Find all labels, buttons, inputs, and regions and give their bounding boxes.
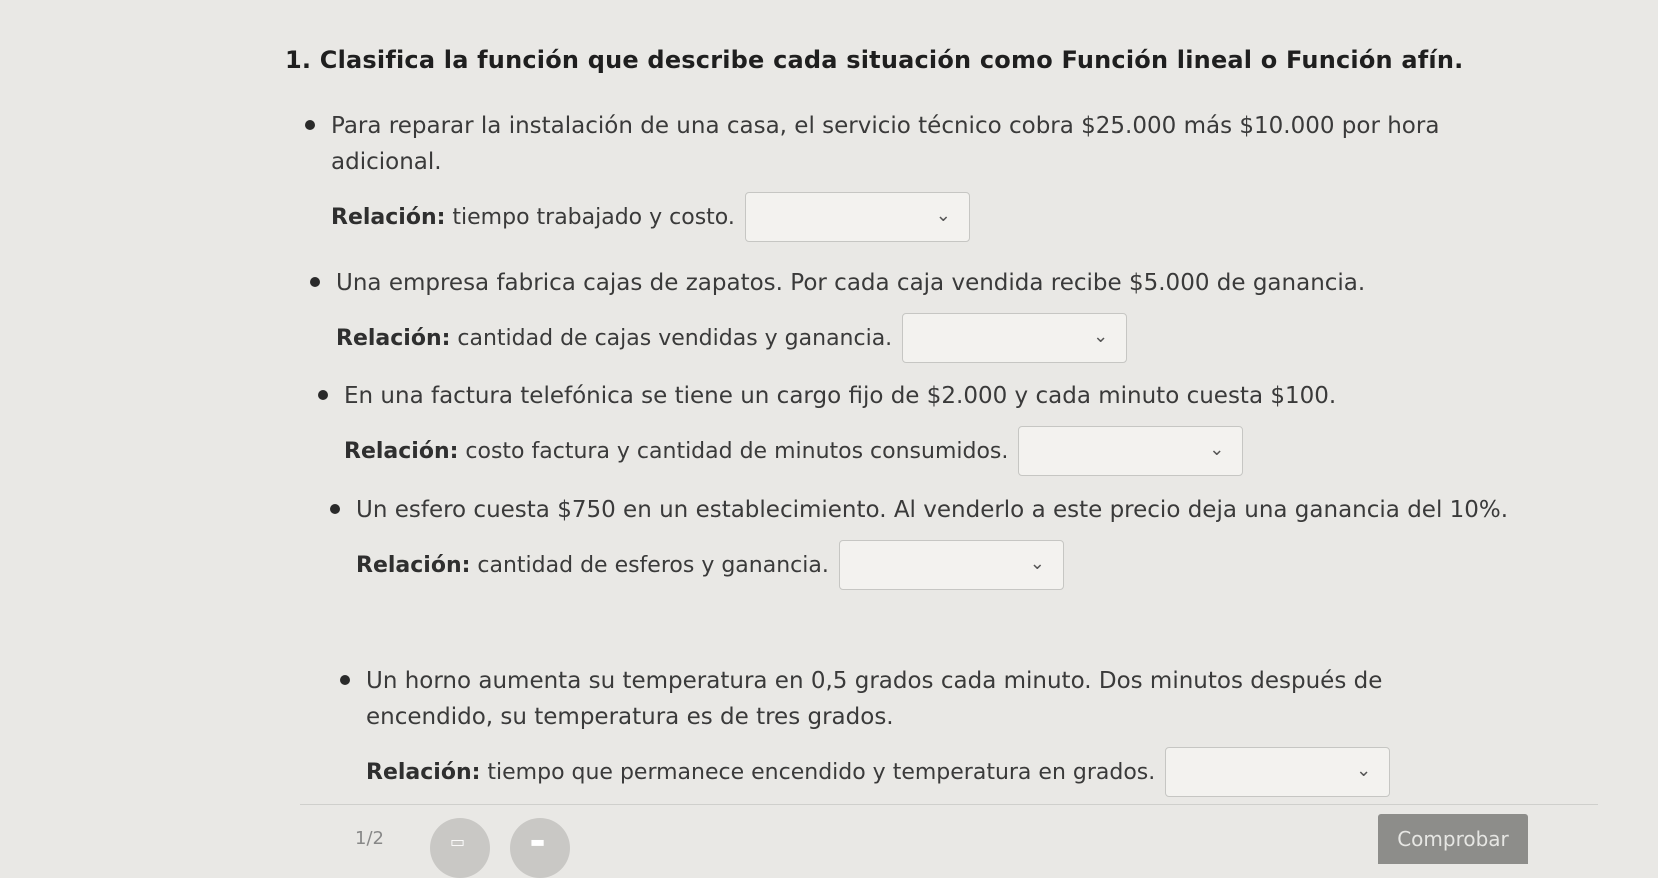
chevron-down-icon: ⌄ [935, 205, 951, 226]
question-item-2 [310, 265, 1560, 363]
bullet-icon [318, 390, 328, 400]
relation-text: cantidad de esferos y ganancia. [477, 552, 829, 578]
situation-text: En una factura telefónica se tiene un cargo fijo de $2.000 y cada minuto cuesta $100. [318, 378, 1568, 414]
keyboard-icon: ▬ [530, 832, 546, 851]
classification-dropdown-4[interactable] [839, 540, 1064, 590]
question-item-3 [318, 378, 1568, 476]
question-title: 1. Clasifica la función que describe cada situación como Función lineal o Función afín. [285, 46, 1464, 74]
relation-text: tiempo que permanece encendido y temperatura en grados. [487, 759, 1156, 785]
classification-dropdown-5[interactable] [1165, 747, 1390, 797]
bullet-icon [310, 277, 320, 287]
classification-dropdown-1[interactable] [745, 192, 970, 242]
classification-dropdown-2[interactable] [902, 313, 1127, 363]
relation-label: Relación: [366, 759, 481, 785]
relation-row [305, 192, 1555, 242]
situation-text: Un esfero cuesta $750 en un establecimiento. Al venderlo a este precio deja una ganancia del 10%. [330, 492, 1560, 528]
relation-row [310, 313, 1560, 363]
chevron-down-icon: ⌄ [1356, 760, 1372, 781]
page-indicator: 1/2 [355, 828, 384, 849]
relation-label: Relación: [331, 204, 446, 230]
calculator-button[interactable] [430, 818, 490, 878]
bullet-icon [330, 504, 340, 514]
relation-row [318, 426, 1568, 476]
question-item-1 [305, 108, 1555, 242]
relation-label: Relación: [356, 552, 471, 578]
classification-dropdown-3[interactable] [1018, 426, 1243, 476]
keyboard-button[interactable] [510, 818, 570, 878]
situation-text: Una empresa fabrica cajas de zapatos. Por cada caja vendida recibe $5.000 de ganancia. [310, 265, 1560, 301]
relation-row [330, 540, 1560, 590]
chevron-down-icon: ⌄ [1209, 439, 1225, 460]
situation-text: Para reparar la instalación de una casa, el servicio técnico cobra $25.000 más $10.000 por hora adicional. [305, 108, 1555, 180]
relation-text: costo factura y cantidad de minutos consumidos. [465, 438, 1009, 464]
chevron-down-icon: ⌄ [1029, 553, 1045, 574]
relation-label: Relación: [336, 325, 451, 351]
situation-text: Un horno aumenta su temperatura en 0,5 grados cada minuto. Dos minutos después de encendido, su temperatura es de tres grados. [340, 663, 1420, 735]
relation-text: cantidad de cajas vendidas y ganancia. [457, 325, 893, 351]
calculator-icon: ▭ [450, 832, 466, 851]
footer-divider [300, 804, 1598, 805]
bullet-icon [340, 675, 350, 685]
question-item-4 [330, 492, 1560, 590]
question-item-5 [340, 663, 1420, 797]
relation-row [340, 747, 1420, 797]
relation-text: tiempo trabajado y costo. [452, 204, 735, 230]
bullet-icon [305, 120, 315, 130]
chevron-down-icon: ⌄ [1093, 326, 1109, 347]
check-button[interactable]: Comprobar [1378, 814, 1528, 864]
relation-label: Relación: [344, 438, 459, 464]
